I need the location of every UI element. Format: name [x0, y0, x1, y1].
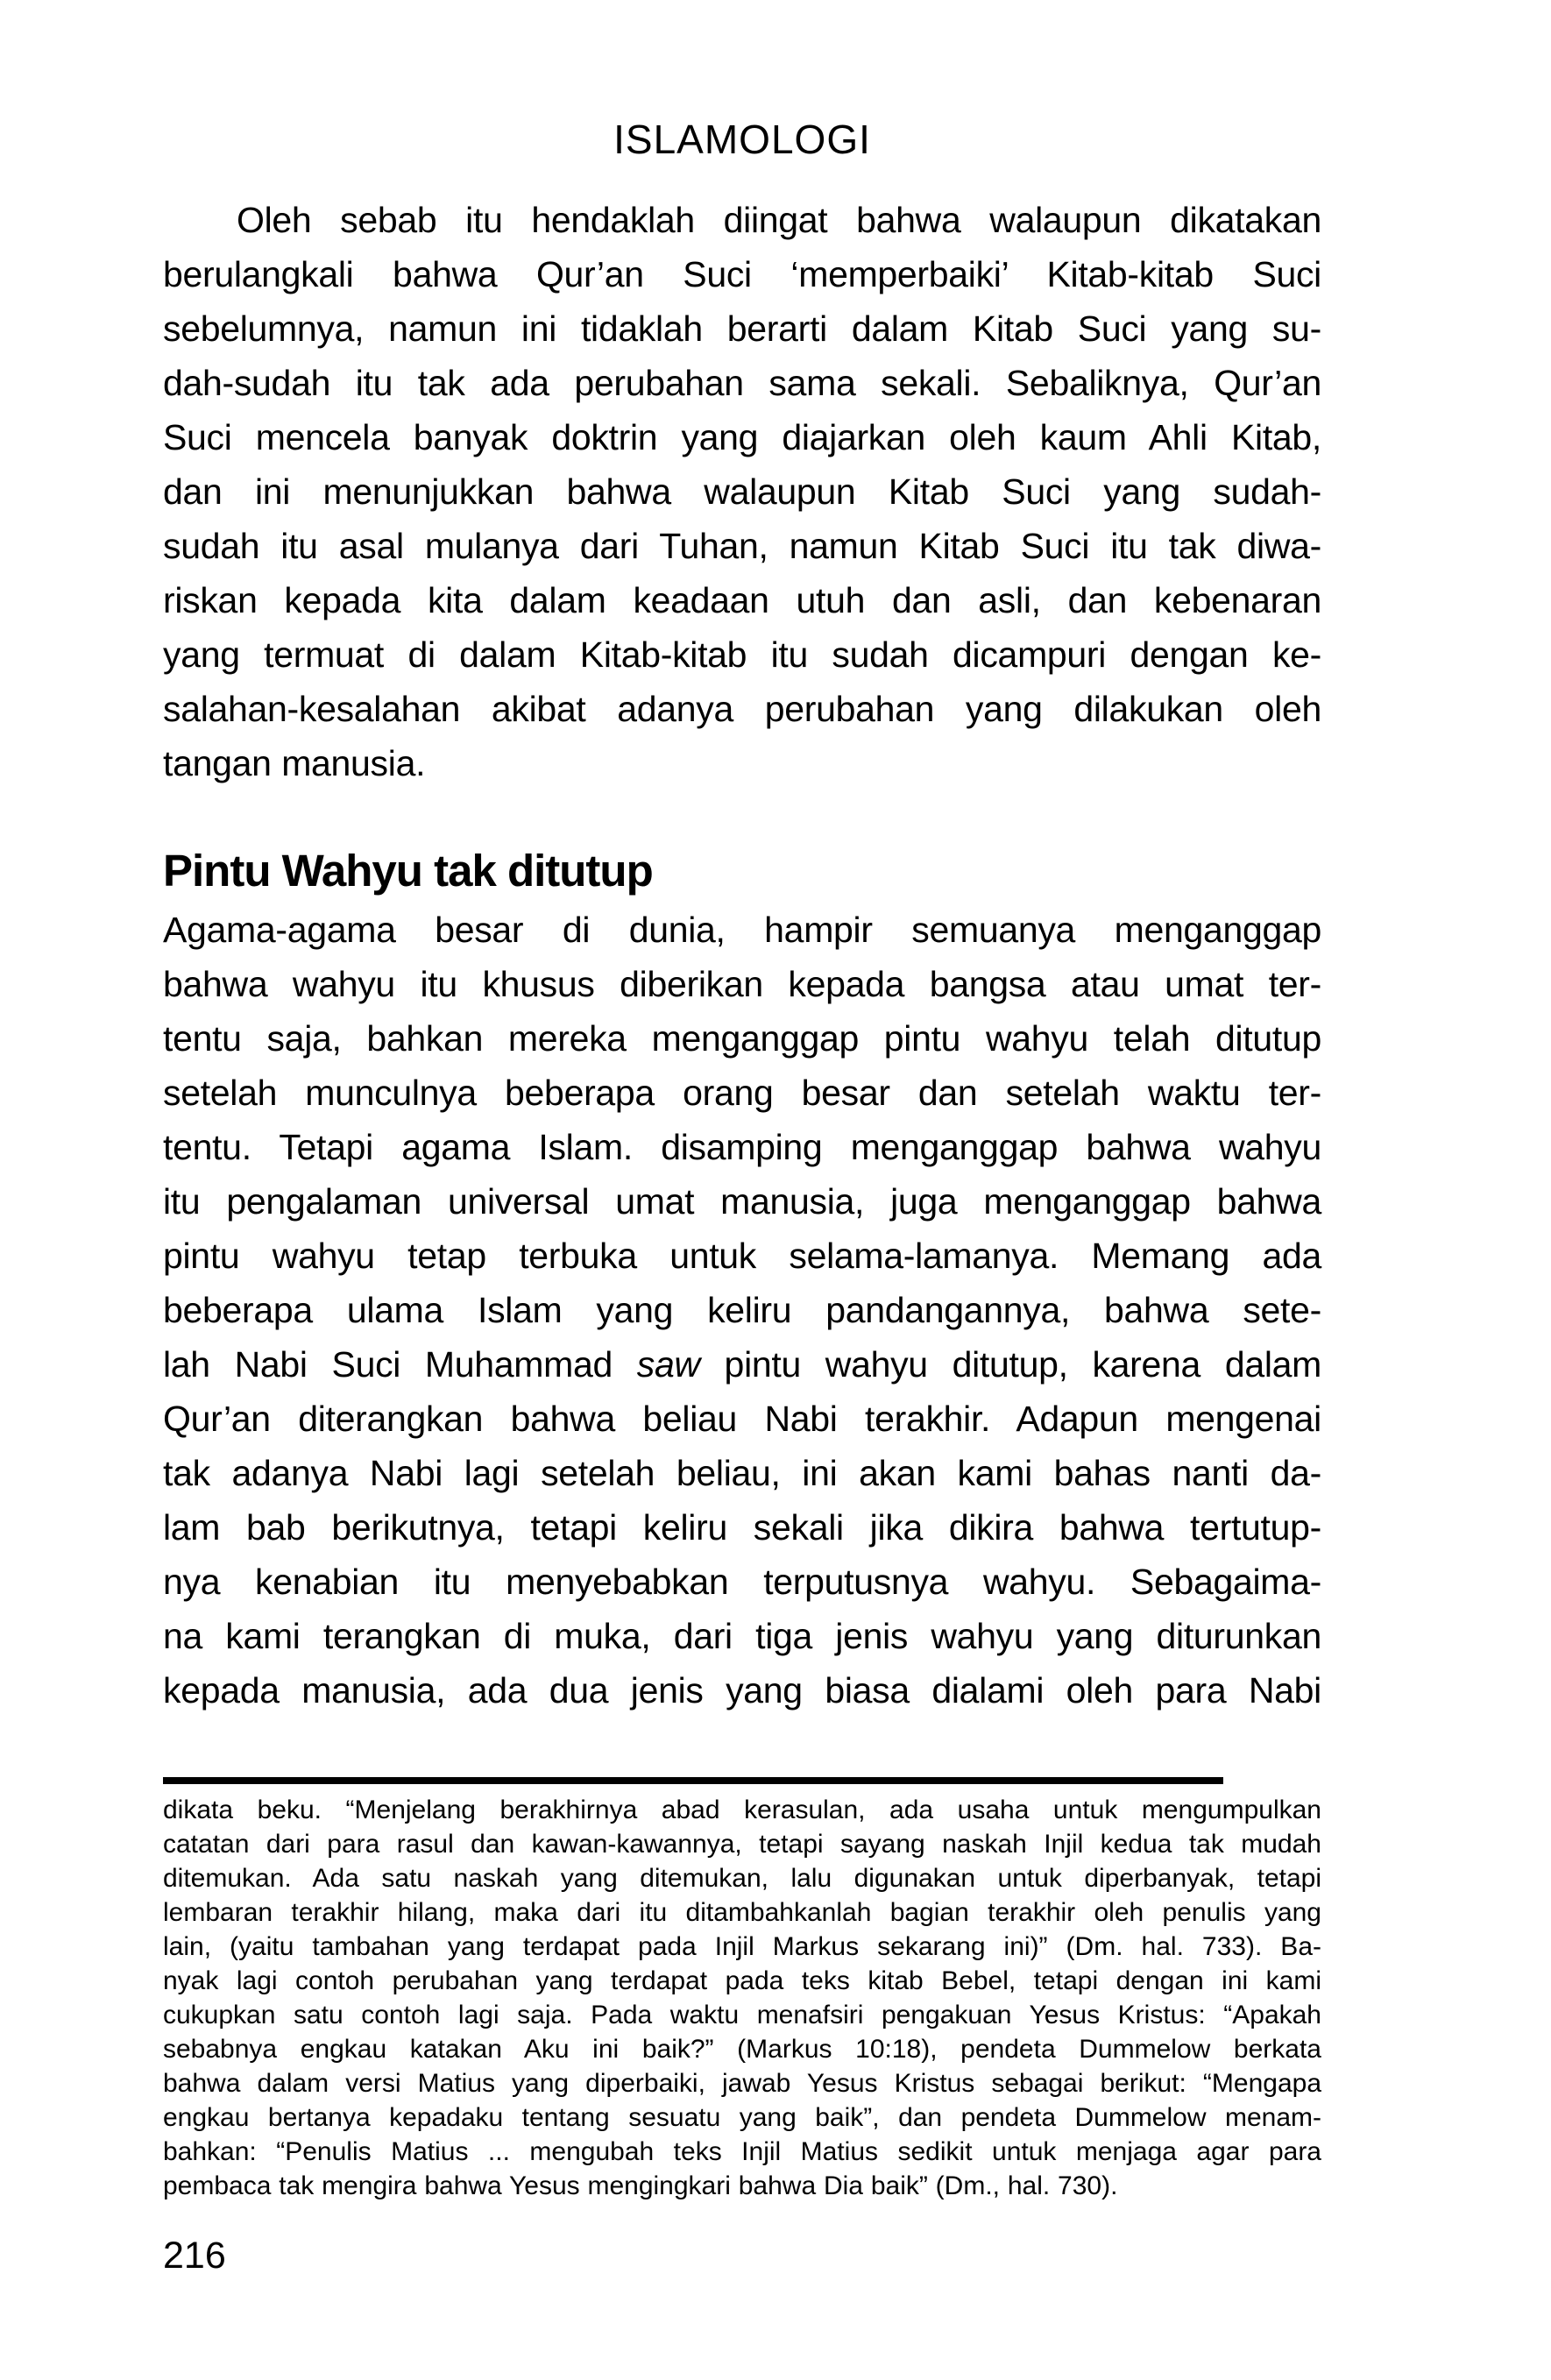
text-line: catatan dari para rasul dan kawan-kawannya, tetapi sayang naskah Injil kedua tak mudah	[163, 1830, 1321, 1859]
text-line: tak adanya Nabi lagi setelah beliau, ini akan kami bahas nanti da-	[163, 1453, 1321, 1493]
footnote-text	[163, 1793, 1321, 2203]
text-line: tangan manusia.	[163, 743, 426, 783]
text-line: pintu wahyu tetap terbuka untuk selama-lamanya. Memang ada	[163, 1236, 1321, 1276]
text-line: bahwa wahyu itu khusus diberikan kepada bangsa atau umat ter-	[163, 964, 1321, 1004]
text-line: tentu. Tetapi agama Islam. disamping menganggap bahwa wahyu	[163, 1127, 1321, 1167]
text-line: itu pengalaman universal umat manusia, juga menganggap bahwa	[163, 1181, 1321, 1222]
text-line: sudah itu asal mulanya dari Tuhan, namun Kitab Suci itu tak diwa-	[163, 526, 1321, 566]
text-line: lembaran terakhir hilang, maka dari itu ditambahkanlah bagian terakhir oleh penulis yang	[163, 1898, 1321, 1927]
text-line: lam bab berikutnya, tetapi keliru sekali jika dikira bahwa tertutup-	[163, 1507, 1321, 1548]
footnote-separator-rule	[163, 1777, 1223, 1784]
text-line: yang termuat di dalam Kitab-kitab itu sudah dicampuri dengan ke-	[163, 634, 1321, 675]
text-line: Oleh sebab itu hendaklah diingat bahwa walaupun dikatakan	[237, 200, 1321, 240]
italic-text-segment: saw	[636, 1344, 700, 1385]
text-line: ditemukan. Ada satu naskah yang ditemukan, lalu digunakan untuk diperbanyak, tetapi	[163, 1864, 1321, 1893]
text-line: kepada manusia, ada dua jenis yang biasa dialami oleh para Nabi	[163, 1670, 1321, 1711]
text-line: cukupkan satu contoh lagi saja. Pada waktu menafsiri pengakuan Yesus Kristus: “Apakah	[163, 2001, 1321, 2029]
text-line: riskan kepada kita dalam keadaan utuh dan asli, dan kebenaran	[163, 580, 1321, 620]
text-line: dan ini menunjukkan bahwa walaupun Kitab Suci yang sudah-	[163, 471, 1321, 512]
text-segment: pintu wahyu ditutup, karena dalam	[699, 1344, 1321, 1385]
text-line: salahan-kesalahan akibat adanya perubahan yang dilakukan oleh	[163, 689, 1321, 729]
paragraph-1	[163, 193, 1321, 790]
text-line: setelah munculnya beberapa orang besar dan setelah waktu ter-	[163, 1073, 1321, 1113]
section-heading: Pintu Wahyu tak ditutup	[163, 846, 653, 896]
paragraph-2	[163, 903, 1321, 1718]
text-line: Suci mencela banyak doktrin yang diajarkan oleh kaum Ahli Kitab,	[163, 417, 1321, 457]
text-line: bahwa dalam versi Matius yang diperbaiki, jawab Yesus Kristus sebagai berikut: “Mengapa	[163, 2069, 1321, 2098]
text-line: tentu saja, bahkan mereka menganggap pintu wahyu telah ditutup	[163, 1018, 1321, 1059]
text-line: beberapa ulama Islam yang keliru pandangannya, bahwa sete-	[163, 1290, 1321, 1330]
text-line: bahkan: “Penulis Matius ... mengubah teks Injil Matius sedikit untuk menjaga agar para	[163, 2137, 1321, 2166]
text-segment: lah Nabi Suci Muhammad	[163, 1344, 637, 1385]
text-line	[163, 1337, 1321, 1392]
text-line: nya kenabian itu menyebabkan terputusnya wahyu. Sebagaima-	[163, 1562, 1321, 1602]
text-line: engkau bertanya kepadaku tentang sesuatu yang baik”, dan pendeta Dummelow menam-	[163, 2103, 1321, 2132]
running-header: ISLAMOLOGI	[613, 117, 871, 162]
page-number: 216	[163, 2235, 226, 2277]
text-line: dikata beku. “Menjelang berakhirnya abad kerasulan, ada usaha untuk mengumpulkan	[163, 1796, 1321, 1824]
text-line: Agama-agama besar di dunia, hampir semuanya menganggap	[163, 910, 1321, 950]
text-line: na kami terangkan di muka, dari tiga jenis wahyu yang diturunkan	[163, 1616, 1321, 1656]
text-line: dah-sudah itu tak ada perubahan sama sekali. Sebaliknya, Qur’an	[163, 363, 1321, 403]
text-line: lain, (yaitu tambahan yang terdapat pada Injil Markus sekarang ini)” (Dm. hal. 733). Ba-	[163, 1932, 1321, 1961]
text-line: sebelumnya, namun ini tidaklah berarti dalam Kitab Suci yang su-	[163, 308, 1321, 349]
text-line: sebabnya engkau katakan Aku ini baik?” (Markus 10:18), pendeta Dummelow berkata	[163, 2035, 1321, 2064]
text-line: berulangkali bahwa Qur’an Suci ‘memperbaiki’ Kitab-kitab Suci	[163, 254, 1321, 294]
text-line: pembaca tak mengira bahwa Yesus mengingkari bahwa Dia baik” (Dm., hal. 730).	[163, 2171, 1118, 2200]
text-line: Qur’an diterangkan bahwa beliau Nabi terakhir. Adapun mengenai	[163, 1399, 1321, 1439]
text-line: nyak lagi contoh perubahan yang terdapat pada teks kitab Bebel, tetapi dengan ini kami	[163, 1966, 1321, 1995]
